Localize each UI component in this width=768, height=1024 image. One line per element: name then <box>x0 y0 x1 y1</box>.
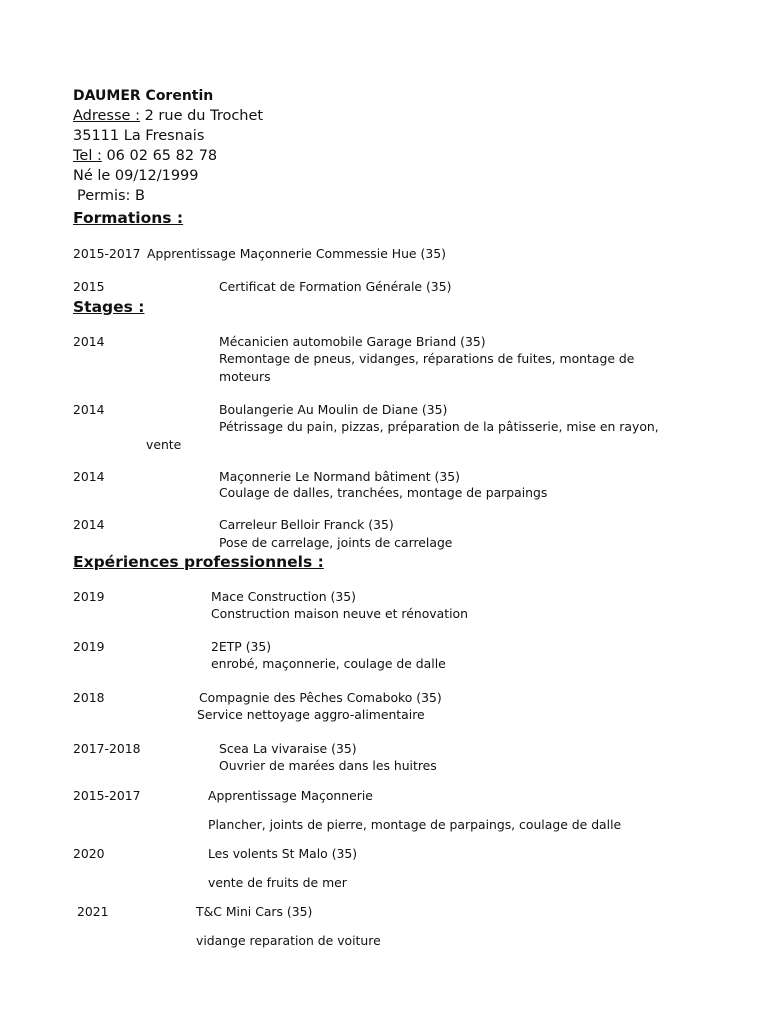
stage-description: moteurs <box>219 369 271 384</box>
driving-permit: Permis: B <box>77 188 146 204</box>
experience-date: 2018 <box>73 690 105 705</box>
phone-line <box>73 148 217 164</box>
section-title-formations: Formations : <box>73 209 184 227</box>
formation-date: 2015-2017 <box>73 246 141 261</box>
experience-description: Plancher, joints de pierre, montage de parpaings, coulage de dalle <box>208 817 622 832</box>
experience-description: vente de fruits de mer <box>208 875 347 890</box>
stage-title: Boulangerie Au Moulin de Diane (35) <box>219 402 448 417</box>
phone-label: Tel : <box>73 148 102 164</box>
address-value: 2 rue du Trochet <box>139 108 264 124</box>
stage-date: 2014 <box>73 402 105 417</box>
stage-description: Pétrissage du pain, pizzas, préparation de la pâtisserie, mise en rayon, <box>219 419 659 434</box>
experience-title: Apprentissage Maçonnerie <box>208 788 373 803</box>
stage-date: 2014 <box>73 517 105 532</box>
experience-title: T&C Mini Cars (35) <box>196 904 313 919</box>
stage-title: Carreleur Belloir Franck (35) <box>219 517 394 532</box>
birth-date: Né le 09/12/1999 <box>73 168 199 184</box>
experience-date: 2019 <box>73 639 105 654</box>
experience-date: 2019 <box>73 589 105 604</box>
experience-title: Scea La vivaraise (35) <box>219 741 357 756</box>
experience-date: 2021 <box>77 904 109 919</box>
experience-date: 2015-2017 <box>73 788 141 803</box>
stage-title: Mécanicien automobile Garage Briand (35) <box>219 334 486 349</box>
experience-description: enrobé, maçonnerie, coulage de dalle <box>211 656 446 671</box>
stage-title: Maçonnerie Le Normand bâtiment (35) <box>219 469 460 484</box>
experience-title: 2ETP (35) <box>211 639 272 654</box>
experience-description: Service nettoyage aggro-alimentaire <box>197 707 425 722</box>
section-title-experiences: Expériences professionnels : <box>73 553 324 571</box>
experience-description: Construction maison neuve et rénovation <box>211 606 468 621</box>
stage-description: Coulage de dalles, tranchées, montage de parpaings <box>219 485 548 500</box>
candidate-name: DAUMER Corentin <box>73 88 214 104</box>
experience-date: 2017-2018 <box>73 741 141 756</box>
stage-date: 2014 <box>73 469 105 484</box>
city-line: 35111 La Fresnais <box>73 128 205 144</box>
formation-text: Certificat de Formation Générale (35) <box>219 279 452 294</box>
stage-description: Pose de carrelage, joints de carrelage <box>219 535 453 550</box>
address-line <box>73 108 263 124</box>
stage-date: 2014 <box>73 334 105 349</box>
experience-description: vidange reparation de voiture <box>196 933 381 948</box>
experience-title: Les volents St Malo (35) <box>208 846 358 861</box>
stage-description: Remontage de pneus, vidanges, réparations de fuites, montage de <box>219 351 635 366</box>
experience-title: Compagnie des Pêches Comaboko (35) <box>199 690 442 705</box>
experience-description: Ouvrier de marées dans les huitres <box>219 758 437 773</box>
address-label: Adresse : <box>73 108 140 124</box>
formation-date: 2015 <box>73 279 105 294</box>
experience-title: Mace Construction (35) <box>211 589 356 604</box>
phone-value: 06 02 65 82 78 <box>101 148 218 164</box>
experience-date: 2020 <box>73 846 105 861</box>
stage-description: vente <box>146 437 182 452</box>
section-title-stages: Stages : <box>73 298 145 316</box>
formation-text: Apprentissage Maçonnerie Commessie Hue (35) <box>147 246 446 261</box>
